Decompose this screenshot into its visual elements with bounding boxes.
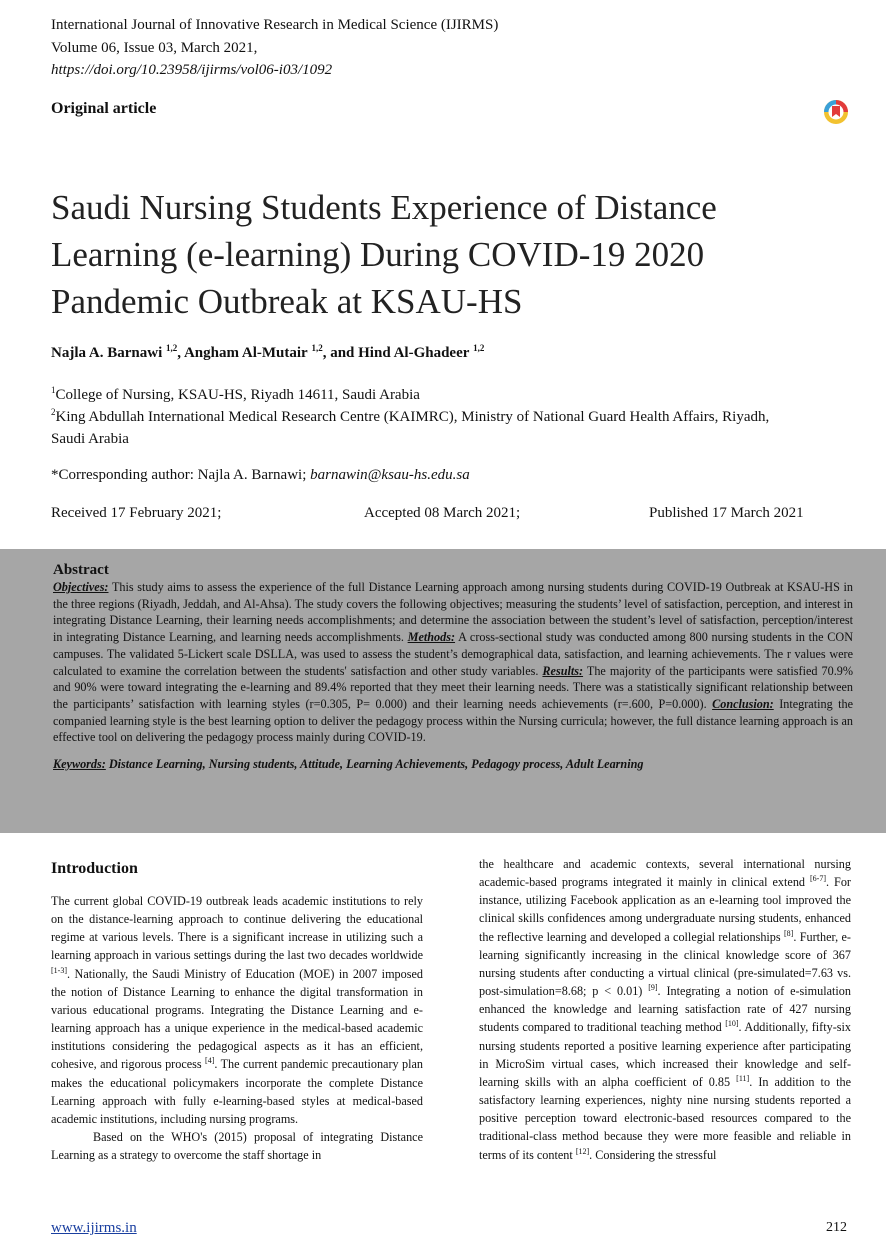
affiliation-text: King Abdullah International Medical Research Centre (KAIMRC), Ministry of National Guard Health Affairs, Riyadh, Saudi Arabia: [51, 409, 770, 447]
conclusion-label: Conclusion:: [712, 696, 774, 711]
author-separator: ,: [177, 345, 184, 361]
received-date: Received 17 February 2021;: [51, 505, 222, 521]
crossmark-icon[interactable]: [822, 98, 850, 126]
citation[interactable]: [6-7]: [810, 874, 827, 884]
paragraph-text: the healthcare and academic contexts, several international nursing academic-based programs integrated it mainly in clinical extend: [479, 857, 851, 890]
affiliation-2: [51, 406, 771, 450]
introduction-heading: Introduction: [51, 860, 138, 877]
methods-text: A cross-sectional study was conducted among 800 nursing students in the CON campuses. The validated 5-Lickert scale DSLLA, was used to assess the student’s demographical data, satisfaction, and learning achievements. The r values were calculated to examine the correlation between the students' satisfaction and other study variables.: [53, 630, 853, 678]
article-type: Original article: [51, 100, 157, 117]
paragraph-text: . Additionally, fifty-six nursing students reported a positive learning experience after participating in MicroSim virtual cases, which increased their knowledge and self-learning skills with an alpha coefficient of 0.85: [479, 1020, 851, 1089]
citation[interactable]: [11]: [736, 1073, 750, 1083]
article-title: Saudi Nursing Students Experience of Distance Learning (e-learning) During COVID-19 2020 Pandemic Outbreak at KSAU-HS: [51, 188, 717, 321]
journal-volume: Volume 06, Issue 03, March 2021,: [51, 40, 258, 56]
paragraph-text: . Integrating a notion of e-simulation enhanced the knowledge and learning satisfaction rate of 427 nursing students compared to traditional teaching method: [479, 984, 851, 1035]
citation[interactable]: [1-3]: [51, 965, 67, 975]
objectives-label: Objectives:: [53, 580, 109, 594]
citation[interactable]: [9]: [648, 983, 658, 993]
author-affiliation-sup: 1,2: [473, 343, 485, 353]
author-name: Angham Al-Mutair: [183, 345, 308, 361]
intro-paragraph-2: Based on the WHO's (2015) proposal of integrating Distance Learning as a strategy to overcome the staff shortage in: [51, 1130, 423, 1163]
abstract-text: [53, 579, 853, 746]
affiliation-1: [51, 384, 420, 406]
page-number: 212: [826, 1220, 847, 1235]
methods-label: Methods:: [407, 630, 456, 645]
paragraph-text: . In addition to the satisfactory learning experiences, nighty nine nursing students reported a positive perception toward electronic-based resources compared to the traditional-class method because they were more feasible and reliable in terms of its content: [479, 1074, 852, 1162]
intro-paragraph-2-continued: [479, 855, 851, 1164]
paragraph-text: . For instance, utilizing Facebook application as an e-learning tool improved the clinical skills confidences among undergraduate nursing students, enhanced the reflective learning and developed a collegial relationships: [479, 875, 851, 944]
journal-website-link[interactable]: www.ijirms.in: [51, 1220, 137, 1236]
citation[interactable]: [8]: [784, 928, 794, 938]
author-list: [51, 345, 484, 362]
citation[interactable]: [4]: [205, 1056, 215, 1066]
journal-name: International Journal of Innovative Research in Medical Science (IJIRMS): [51, 17, 499, 33]
left-column: [51, 855, 423, 1164]
citation[interactable]: [10]: [725, 1019, 739, 1029]
author-affiliation-sup: 1,2: [311, 343, 323, 353]
affiliation-number: 1: [51, 385, 56, 395]
conclusion-text: Integrating the companied learning style is the best learning option to deliver the pedagogy process within the Nursing curricula; however, the full distance learning approach is an effective tool on delivering the pedagogy process mainly during COVID-19.: [53, 696, 853, 745]
abstract-body: [53, 561, 853, 773]
author-name: Hind Al-Ghadeer: [358, 345, 470, 361]
objectives-text: This study aims to assess the experience of the full Distance Learning approach among nursing students during COVID-19 Outbreak at KSAU-HS in the three regions (Riyadh, Jeddah, and Al-Ahsa). The study covers the following objectives; measuring the students’ level of satisfaction, perception, and interest in integrating Distance Learning, their learning needs accomplishments; and determine the association between the student’s level of satisfaction, perception/interest in integrating Distance Learning, and learning needs accomplishments.: [53, 580, 853, 645]
published-date: Published 17 March 2021: [649, 505, 804, 521]
author-name: Najla A. Barnawi: [51, 345, 163, 361]
corresponding-author: [51, 467, 470, 484]
paragraph-text: . The current pandemic precautionary plan makes the educational policymakers incorporate the complete Distance Learning approach with fully e-learning-based styles at medical-based academic institutions, including nursing programs.: [51, 1057, 423, 1126]
keywords-label: Keywords:: [53, 757, 106, 772]
abstract-heading: Abstract: [53, 562, 109, 578]
author-affiliation-sup: 1,2: [166, 343, 178, 353]
paragraph-text: . Nationally, the Saudi Ministry of Education (MOE) in 2007 imposed the notion of Distance Learning to enhance the digital transformation in various educational programs. Integrating the Distance Learning and e-learning approach has a unique experience in the medical-based academic institutions considering the pedagogical aspects as it has an efficient, cohesive, and rigorous process: [51, 966, 423, 1072]
corresponding-email[interactable]: barnawin@ksau-hs.edu.sa: [310, 467, 470, 483]
abstract-box: [0, 549, 886, 833]
doi-link[interactable]: https://doi.org/10.23958/ijirms/vol06-i03/1092: [51, 62, 333, 78]
affiliation-text: College of Nursing, KSAU-HS, Riyadh 14611, Saudi Arabia: [55, 387, 420, 403]
accepted-date: Accepted 08 March 2021;: [364, 505, 521, 521]
results-text: The majority of the participants were satisfied 70.9% and 90% were toward integrating the e-learning and 89.4% reported that they meet their learning needs. There was a statistically significant relationship between the participants’ satisfaction with learning styles (r=0.305, P= 0.000) and their learning needs achievements (r=.600, P=0.000).: [53, 663, 853, 711]
intro-paragraph-1: [51, 892, 423, 1128]
keywords-text: Distance Learning, Nursing students, Attitude, Learning Achievements, Pedagogy process, Adult Learning: [105, 757, 644, 772]
paragraph-text: . Considering the stressful: [589, 1147, 717, 1162]
results-label: Results:: [542, 663, 584, 678]
keywords: [53, 756, 853, 773]
paragraph-text: . Further, e-learning significantly increasing in the clinical knowledge score of 367 nursing students after conducting a virtual clinical (pre-simulated=7.63 vs. post-simulation=8.68; p < 0.01): [479, 929, 851, 999]
affiliation-number: 2: [51, 407, 56, 417]
citation[interactable]: [12]: [575, 1146, 590, 1156]
corresponding-label: *Corresponding author: Najla A. Barnawi;: [51, 467, 311, 483]
paragraph-text: The current global COVID-19 outbreak leads academic institutions to rely on the distance-learning approach to continue delivering the educational regime at various levels. There is a significant increase in utilizing such a learning approach in various settings during the last two decades worldwide: [51, 894, 423, 963]
author-separator: , and: [322, 345, 359, 361]
right-column: [479, 855, 851, 1164]
